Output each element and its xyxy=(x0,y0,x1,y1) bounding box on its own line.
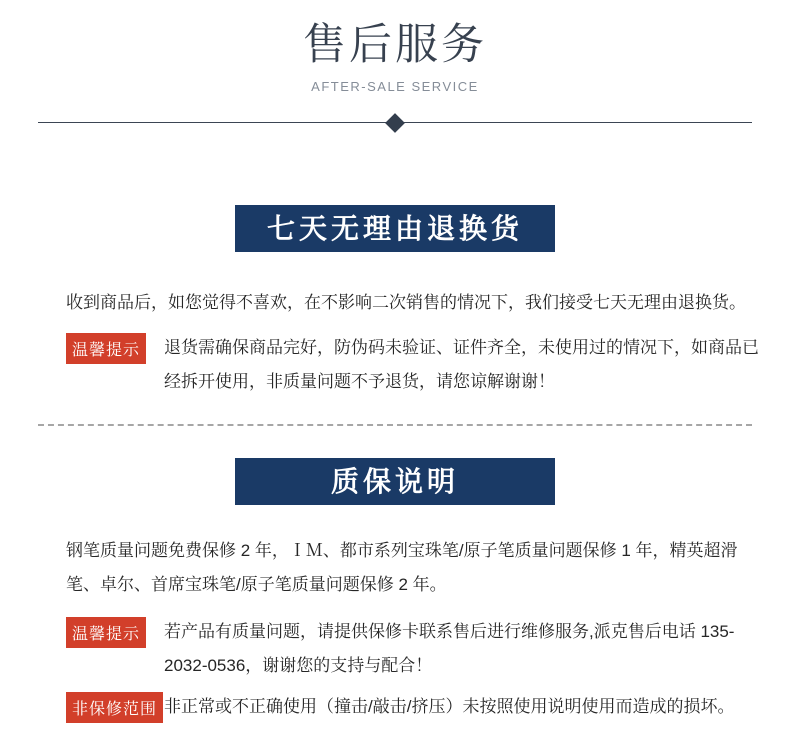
header-divider xyxy=(38,122,752,123)
tip-text: 若产品有质量问题，请提供保修卡联系售后进行维修服务,派克售后电话 135-2032-0536，谢谢您的支持与配合！ xyxy=(164,622,735,675)
tip-label-wrap xyxy=(66,330,164,364)
tip-text: 退货需确保商品完好，防伪码未验证、证件齐全，未使用过的情况下，如商品已经拆开使用，非质量问题不予退货，请您谅解谢谢！ xyxy=(164,338,759,391)
tip-text: 非正常或不正确使用（撞击/敲击/挤压）未按照使用说明使用而造成的损坏。 xyxy=(164,697,735,716)
warm-tip-badge: 温馨提示 xyxy=(66,333,146,364)
warranty-banner: 质保说明 xyxy=(235,458,555,505)
page-header xyxy=(0,0,790,95)
tip-label-wrap xyxy=(66,614,164,648)
dashed-divider xyxy=(38,424,752,426)
diamond-icon xyxy=(385,113,405,133)
tip-row xyxy=(66,689,762,724)
section-warranty xyxy=(0,458,790,724)
tip-label-wrap xyxy=(66,689,164,723)
tip-row xyxy=(66,614,762,683)
page-title: 售后服务 xyxy=(303,21,487,69)
warranty-intro: 钢笔质量问题免费保修 2 年，ＩＭ、都市系列宝珠笔/原子笔质量问题保修 1 年，精英超滑笔、卓尔、首席宝珠笔/原子笔质量问题保修 2 年。 xyxy=(66,541,738,594)
warm-tip-badge: 温馨提示 xyxy=(66,617,146,648)
non-warranty-badge: 非保修范围 xyxy=(66,692,163,723)
return-policy-intro: 收到商品后，如您觉得不喜欢，在不影响二次销售的情况下，我们接受七天无理由退换货。 xyxy=(66,293,746,312)
section-return-policy xyxy=(0,205,790,399)
return-policy-banner: 七天无理由退换货 xyxy=(235,205,555,252)
page-subtitle: AFTER-SALE SERVICE xyxy=(311,79,479,94)
tip-row xyxy=(66,330,762,399)
